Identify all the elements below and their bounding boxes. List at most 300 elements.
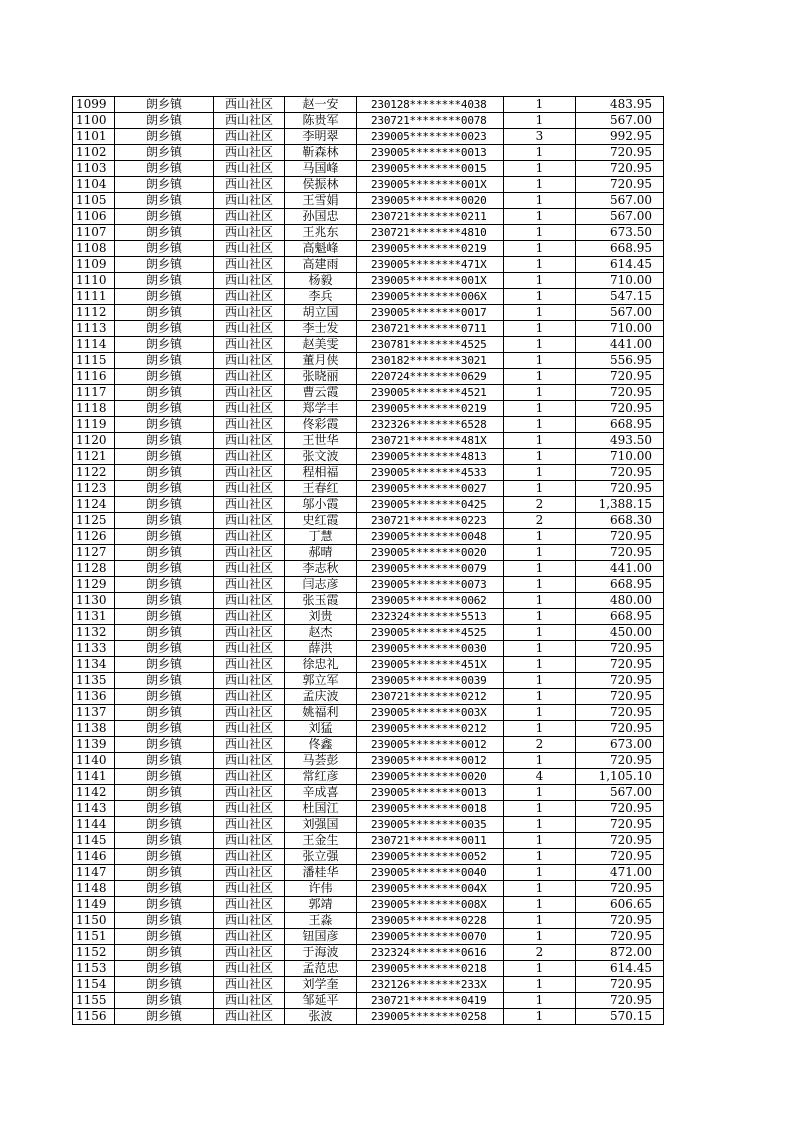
town-cell: 朗乡镇	[115, 593, 214, 609]
name-cell: 董月侠	[285, 353, 357, 369]
id-number-cell: 239005********0052	[357, 849, 504, 865]
id-number-cell: 230721********481X	[357, 433, 504, 449]
community-cell: 西山社区	[214, 481, 285, 497]
row-number-cell: 1138	[73, 721, 115, 737]
row-number-cell: 1132	[73, 625, 115, 641]
town-cell: 朗乡镇	[115, 513, 214, 529]
name-cell: 王淼	[285, 913, 357, 929]
name-cell: 常红彦	[285, 769, 357, 785]
row-number-cell: 1112	[73, 305, 115, 321]
table-row	[73, 625, 664, 641]
community-cell: 西山社区	[214, 257, 285, 273]
id-number-cell: 239005********0079	[357, 561, 504, 577]
row-number-cell: 1109	[73, 257, 115, 273]
row-number-cell: 1140	[73, 753, 115, 769]
count-cell: 1	[504, 993, 576, 1009]
count-cell: 1	[504, 145, 576, 161]
count-cell: 1	[504, 673, 576, 689]
amount-cell: 668.95	[576, 241, 664, 257]
town-cell: 朗乡镇	[115, 913, 214, 929]
community-cell: 西山社区	[214, 161, 285, 177]
row-number-cell: 1119	[73, 417, 115, 433]
row-number-cell: 1149	[73, 897, 115, 913]
id-number-cell: 232324********5513	[357, 609, 504, 625]
id-number-cell: 232326********6528	[357, 417, 504, 433]
count-cell: 1	[504, 545, 576, 561]
community-cell: 西山社区	[214, 817, 285, 833]
row-number-cell: 1128	[73, 561, 115, 577]
row-number-cell: 1115	[73, 353, 115, 369]
town-cell: 朗乡镇	[115, 369, 214, 385]
id-number-cell: 239005********0020	[357, 545, 504, 561]
town-cell: 朗乡镇	[115, 241, 214, 257]
community-cell: 西山社区	[214, 769, 285, 785]
table-row	[73, 513, 664, 529]
count-cell: 2	[504, 497, 576, 513]
amount-cell: 493.50	[576, 433, 664, 449]
name-cell: 杨毅	[285, 273, 357, 289]
id-number-cell: 239005********4533	[357, 465, 504, 481]
name-cell: 赵杰	[285, 625, 357, 641]
amount-cell: 710.00	[576, 273, 664, 289]
name-cell: 王春红	[285, 481, 357, 497]
table-row	[73, 481, 664, 497]
count-cell: 4	[504, 769, 576, 785]
name-cell: 邹延平	[285, 993, 357, 1009]
count-cell: 1	[504, 225, 576, 241]
table-row	[73, 385, 664, 401]
name-cell: 钮国彦	[285, 929, 357, 945]
count-cell: 1	[504, 241, 576, 257]
count-cell: 1	[504, 289, 576, 305]
table-body	[73, 97, 664, 1025]
id-number-cell: 239005********0062	[357, 593, 504, 609]
table-row	[73, 929, 664, 945]
amount-cell: 720.95	[576, 801, 664, 817]
amount-cell: 567.00	[576, 113, 664, 129]
table-row	[73, 225, 664, 241]
row-number-cell: 1154	[73, 977, 115, 993]
row-number-cell: 1113	[73, 321, 115, 337]
name-cell: 潘桂华	[285, 865, 357, 881]
table-row	[73, 433, 664, 449]
row-number-cell: 1144	[73, 817, 115, 833]
table-row	[73, 977, 664, 993]
town-cell: 朗乡镇	[115, 401, 214, 417]
count-cell: 1	[504, 305, 576, 321]
town-cell: 朗乡镇	[115, 353, 214, 369]
town-cell: 朗乡镇	[115, 977, 214, 993]
count-cell: 1	[504, 881, 576, 897]
row-number-cell: 1147	[73, 865, 115, 881]
town-cell: 朗乡镇	[115, 673, 214, 689]
town-cell: 朗乡镇	[115, 161, 214, 177]
row-number-cell: 1131	[73, 609, 115, 625]
count-cell: 1	[504, 353, 576, 369]
amount-cell: 668.95	[576, 609, 664, 625]
community-cell: 西山社区	[214, 337, 285, 353]
row-number-cell: 1127	[73, 545, 115, 561]
amount-cell: 483.95	[576, 97, 664, 113]
count-cell: 1	[504, 465, 576, 481]
amount-cell: 720.95	[576, 481, 664, 497]
table-row	[73, 289, 664, 305]
count-cell: 1	[504, 913, 576, 929]
count-cell: 1	[504, 113, 576, 129]
row-number-cell: 1120	[73, 433, 115, 449]
town-cell: 朗乡镇	[115, 753, 214, 769]
table-row	[73, 129, 664, 145]
amount-cell: 556.95	[576, 353, 664, 369]
name-cell: 高魁峰	[285, 241, 357, 257]
id-number-cell: 239005********006X	[357, 289, 504, 305]
id-number-cell: 230721********0419	[357, 993, 504, 1009]
name-cell: 佟鑫	[285, 737, 357, 753]
amount-cell: 720.95	[576, 145, 664, 161]
community-cell: 西山社区	[214, 865, 285, 881]
name-cell: 孟范忠	[285, 961, 357, 977]
name-cell: 李志秋	[285, 561, 357, 577]
community-cell: 西山社区	[214, 721, 285, 737]
row-number-cell: 1146	[73, 849, 115, 865]
table-row	[73, 609, 664, 625]
amount-cell: 720.95	[576, 177, 664, 193]
row-number-cell: 1139	[73, 737, 115, 753]
row-number-cell: 1142	[73, 785, 115, 801]
count-cell: 1	[504, 561, 576, 577]
town-cell: 朗乡镇	[115, 641, 214, 657]
row-number-cell: 1107	[73, 225, 115, 241]
name-cell: 赵一安	[285, 97, 357, 113]
id-number-cell: 239005********0218	[357, 961, 504, 977]
table-row	[73, 417, 664, 433]
id-number-cell: 239005********0048	[357, 529, 504, 545]
count-cell: 1	[504, 401, 576, 417]
amount-cell: 720.95	[576, 689, 664, 705]
count-cell: 1	[504, 417, 576, 433]
amount-cell: 710.00	[576, 449, 664, 465]
name-cell: 张玉霞	[285, 593, 357, 609]
row-number-cell: 1111	[73, 289, 115, 305]
amount-cell: 570.15	[576, 1009, 664, 1025]
amount-cell: 567.00	[576, 209, 664, 225]
amount-cell: 441.00	[576, 337, 664, 353]
name-cell: 郑学丰	[285, 401, 357, 417]
community-cell: 西山社区	[214, 881, 285, 897]
community-cell: 西山社区	[214, 193, 285, 209]
amount-cell: 720.95	[576, 641, 664, 657]
count-cell: 1	[504, 449, 576, 465]
community-cell: 西山社区	[214, 833, 285, 849]
count-cell: 1	[504, 849, 576, 865]
table-row	[73, 529, 664, 545]
id-number-cell: 230182********3021	[357, 353, 504, 369]
table-row	[73, 913, 664, 929]
community-cell: 西山社区	[214, 353, 285, 369]
community-cell: 西山社区	[214, 177, 285, 193]
amount-cell: 668.30	[576, 513, 664, 529]
id-number-cell: 239005********0023	[357, 129, 504, 145]
count-cell: 1	[504, 961, 576, 977]
community-cell: 西山社区	[214, 657, 285, 673]
count-cell: 1	[504, 865, 576, 881]
id-number-cell: 239005********0012	[357, 737, 504, 753]
count-cell: 1	[504, 433, 576, 449]
table-row	[73, 737, 664, 753]
amount-cell: 720.95	[576, 721, 664, 737]
count-cell: 1	[504, 1009, 576, 1025]
community-cell: 西山社区	[214, 449, 285, 465]
row-number-cell: 1125	[73, 513, 115, 529]
community-cell: 西山社区	[214, 465, 285, 481]
table-row	[73, 369, 664, 385]
amount-cell: 720.95	[576, 705, 664, 721]
row-number-cell: 1151	[73, 929, 115, 945]
row-number-cell: 1141	[73, 769, 115, 785]
id-number-cell: 239005********0017	[357, 305, 504, 321]
name-cell: 王雪娟	[285, 193, 357, 209]
community-cell: 西山社区	[214, 321, 285, 337]
community-cell: 西山社区	[214, 737, 285, 753]
id-number-cell: 239005********471X	[357, 257, 504, 273]
id-number-cell: 239005********0020	[357, 769, 504, 785]
amount-cell: 720.95	[576, 849, 664, 865]
community-cell: 西山社区	[214, 225, 285, 241]
table-row	[73, 97, 664, 113]
table-row	[73, 561, 664, 577]
row-number-cell: 1106	[73, 209, 115, 225]
row-number-cell: 1134	[73, 657, 115, 673]
name-cell: 孙国忠	[285, 209, 357, 225]
amount-cell: 720.95	[576, 993, 664, 1009]
id-number-cell: 239005********001X	[357, 273, 504, 289]
count-cell: 1	[504, 929, 576, 945]
table-row	[73, 673, 664, 689]
community-cell: 西山社区	[214, 369, 285, 385]
count-cell: 1	[504, 641, 576, 657]
name-cell: 姚福利	[285, 705, 357, 721]
town-cell: 朗乡镇	[115, 929, 214, 945]
town-cell: 朗乡镇	[115, 561, 214, 577]
roster-table	[72, 96, 664, 1025]
community-cell: 西山社区	[214, 433, 285, 449]
count-cell: 1	[504, 705, 576, 721]
id-number-cell: 230721********0011	[357, 833, 504, 849]
town-cell: 朗乡镇	[115, 225, 214, 241]
amount-cell: 720.95	[576, 529, 664, 545]
count-cell: 1	[504, 625, 576, 641]
name-cell: 王金生	[285, 833, 357, 849]
amount-cell: 480.00	[576, 593, 664, 609]
town-cell: 朗乡镇	[115, 529, 214, 545]
name-cell: 郭立军	[285, 673, 357, 689]
town-cell: 朗乡镇	[115, 193, 214, 209]
town-cell: 朗乡镇	[115, 481, 214, 497]
table-row	[73, 785, 664, 801]
community-cell: 西山社区	[214, 497, 285, 513]
community-cell: 西山社区	[214, 545, 285, 561]
amount-cell: 720.95	[576, 465, 664, 481]
table-row	[73, 113, 664, 129]
count-cell: 2	[504, 945, 576, 961]
table-row	[73, 273, 664, 289]
table-row	[73, 833, 664, 849]
name-cell: 李兵	[285, 289, 357, 305]
count-cell: 1	[504, 209, 576, 225]
name-cell: 佟彩霞	[285, 417, 357, 433]
town-cell: 朗乡镇	[115, 449, 214, 465]
id-number-cell: 239005********004X	[357, 881, 504, 897]
count-cell: 1	[504, 689, 576, 705]
amount-cell: 720.95	[576, 977, 664, 993]
count-cell: 2	[504, 737, 576, 753]
community-cell: 西山社区	[214, 513, 285, 529]
town-cell: 朗乡镇	[115, 881, 214, 897]
name-cell: 辛成喜	[285, 785, 357, 801]
id-number-cell: 239005********0018	[357, 801, 504, 817]
row-number-cell: 1135	[73, 673, 115, 689]
table-row	[73, 353, 664, 369]
id-number-cell: 239005********0219	[357, 401, 504, 417]
amount-cell: 1,105.10	[576, 769, 664, 785]
amount-cell: 547.15	[576, 289, 664, 305]
community-cell: 西山社区	[214, 209, 285, 225]
count-cell: 1	[504, 193, 576, 209]
community-cell: 西山社区	[214, 417, 285, 433]
community-cell: 西山社区	[214, 641, 285, 657]
table-row	[73, 881, 664, 897]
table-row	[73, 753, 664, 769]
table-row	[73, 305, 664, 321]
id-number-cell: 230721********0211	[357, 209, 504, 225]
table-row	[73, 337, 664, 353]
name-cell: 李士发	[285, 321, 357, 337]
town-cell: 朗乡镇	[115, 689, 214, 705]
community-cell: 西山社区	[214, 577, 285, 593]
id-number-cell: 239005********0070	[357, 929, 504, 945]
id-number-cell: 239005********003X	[357, 705, 504, 721]
community-cell: 西山社区	[214, 625, 285, 641]
table-row	[73, 961, 664, 977]
row-number-cell: 1121	[73, 449, 115, 465]
table-row	[73, 769, 664, 785]
amount-cell: 673.50	[576, 225, 664, 241]
town-cell: 朗乡镇	[115, 177, 214, 193]
id-number-cell: 239005********0020	[357, 193, 504, 209]
amount-cell: 720.95	[576, 753, 664, 769]
table-row	[73, 177, 664, 193]
name-cell: 侯振林	[285, 177, 357, 193]
community-cell: 西山社区	[214, 961, 285, 977]
amount-cell: 720.95	[576, 817, 664, 833]
town-cell: 朗乡镇	[115, 97, 214, 113]
name-cell: 李明翠	[285, 129, 357, 145]
row-number-cell: 1117	[73, 385, 115, 401]
name-cell: 于海波	[285, 945, 357, 961]
row-number-cell: 1155	[73, 993, 115, 1009]
community-cell: 西山社区	[214, 529, 285, 545]
row-number-cell: 1150	[73, 913, 115, 929]
town-cell: 朗乡镇	[115, 769, 214, 785]
count-cell: 1	[504, 977, 576, 993]
row-number-cell: 1133	[73, 641, 115, 657]
row-number-cell: 1100	[73, 113, 115, 129]
name-cell: 刘贵	[285, 609, 357, 625]
amount-cell: 567.00	[576, 785, 664, 801]
id-number-cell: 239005********008X	[357, 897, 504, 913]
town-cell: 朗乡镇	[115, 417, 214, 433]
id-number-cell: 239005********001X	[357, 177, 504, 193]
name-cell: 许伟	[285, 881, 357, 897]
row-number-cell: 1108	[73, 241, 115, 257]
town-cell: 朗乡镇	[115, 289, 214, 305]
id-number-cell: 230721********0078	[357, 113, 504, 129]
town-cell: 朗乡镇	[115, 1009, 214, 1025]
community-cell: 西山社区	[214, 113, 285, 129]
count-cell: 1	[504, 481, 576, 497]
name-cell: 丁慧	[285, 529, 357, 545]
name-cell: 张波	[285, 1009, 357, 1025]
amount-cell: 673.00	[576, 737, 664, 753]
community-cell: 西山社区	[214, 993, 285, 1009]
amount-cell: 450.00	[576, 625, 664, 641]
amount-cell: 720.95	[576, 401, 664, 417]
table-row	[73, 993, 664, 1009]
id-number-cell: 239005********0073	[357, 577, 504, 593]
town-cell: 朗乡镇	[115, 705, 214, 721]
table-row	[73, 1009, 664, 1025]
id-number-cell: 230721********0212	[357, 689, 504, 705]
count-cell: 1	[504, 385, 576, 401]
count-cell: 1	[504, 801, 576, 817]
id-number-cell: 239005********0039	[357, 673, 504, 689]
community-cell: 西山社区	[214, 705, 285, 721]
name-cell: 曹云霞	[285, 385, 357, 401]
amount-cell: 606.65	[576, 897, 664, 913]
name-cell: 张立强	[285, 849, 357, 865]
count-cell: 1	[504, 337, 576, 353]
amount-cell: 720.95	[576, 913, 664, 929]
id-number-cell: 239005********0228	[357, 913, 504, 929]
amount-cell: 872.00	[576, 945, 664, 961]
count-cell: 1	[504, 897, 576, 913]
row-number-cell: 1123	[73, 481, 115, 497]
amount-cell: 710.00	[576, 321, 664, 337]
town-cell: 朗乡镇	[115, 721, 214, 737]
amount-cell: 720.95	[576, 385, 664, 401]
community-cell: 西山社区	[214, 1009, 285, 1025]
id-number-cell: 230721********4810	[357, 225, 504, 241]
name-cell: 靳森林	[285, 145, 357, 161]
name-cell: 赵美雯	[285, 337, 357, 353]
name-cell: 高建雨	[285, 257, 357, 273]
community-cell: 西山社区	[214, 785, 285, 801]
town-cell: 朗乡镇	[115, 785, 214, 801]
id-number-cell: 239005********0425	[357, 497, 504, 513]
town-cell: 朗乡镇	[115, 961, 214, 977]
table-row	[73, 849, 664, 865]
amount-cell: 668.95	[576, 577, 664, 593]
community-cell: 西山社区	[214, 849, 285, 865]
name-cell: 孟庆波	[285, 689, 357, 705]
table-row	[73, 801, 664, 817]
row-number-cell: 1148	[73, 881, 115, 897]
table-row	[73, 577, 664, 593]
amount-cell: 668.95	[576, 417, 664, 433]
town-cell: 朗乡镇	[115, 865, 214, 881]
community-cell: 西山社区	[214, 945, 285, 961]
count-cell: 1	[504, 593, 576, 609]
